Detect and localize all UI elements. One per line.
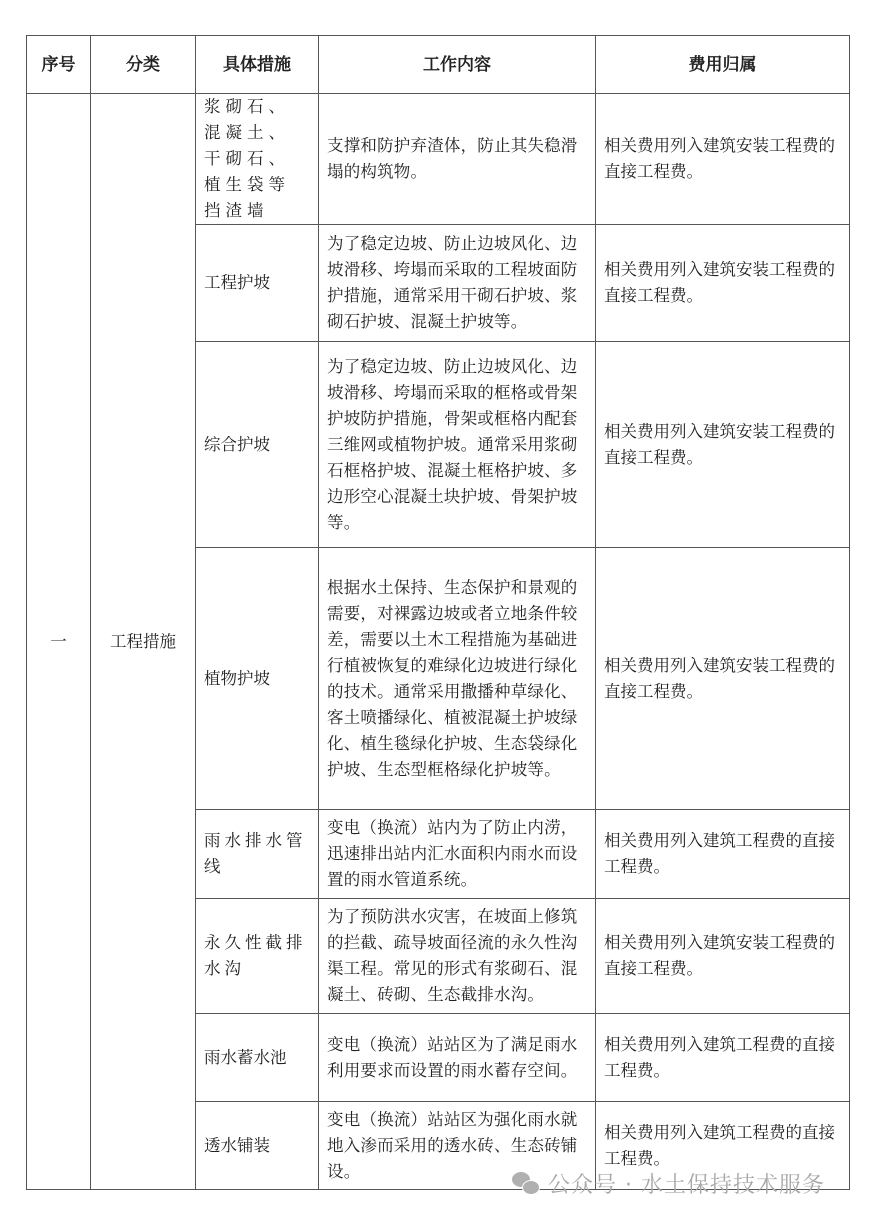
cost-cell: 相关费用列入建筑安装工程费的直接工程费。 <box>596 548 850 810</box>
table-row <box>27 94 850 225</box>
header-index: 序号 <box>27 36 91 94</box>
content-cell: 为了稳定边坡、防止边坡风化、边坡滑移、垮塌而采取的工程坡面防护措施，通常采用干砌石护坡、浆砌石护坡、混凝土护坡等。 <box>319 225 596 342</box>
content-cell: 变电（换流）站内为了防止内涝，迅速排出站内汇水面积内雨水而设置的雨水管道系统。 <box>319 810 596 899</box>
table-header-row <box>27 36 850 94</box>
header-content: 工作内容 <box>319 36 596 94</box>
content-cell: 为了预防洪水灾害，在坡面上修筑的拦截、疏导坡面径流的永久性沟渠工程。常见的形式有浆砌石、混凝土、砖砌、生态截排水沟。 <box>319 899 596 1014</box>
measure-cell: 透水铺装 <box>196 1102 319 1190</box>
cost-cell: 相关费用列入建筑安装工程费的直接工程费。 <box>596 899 850 1014</box>
measure-cell: 雨水蓄水池 <box>196 1014 319 1102</box>
measure-cell: 工程护坡 <box>196 225 319 342</box>
measure-cell: 浆砌石、混凝土、干砌石、植生袋等挡渣墙 <box>196 94 319 225</box>
cost-cell: 相关费用列入建筑工程费的直接工程费。 <box>596 1014 850 1102</box>
measure-cell: 综合护坡 <box>196 342 319 548</box>
measure-cell: 永久性截排水沟 <box>196 899 319 1014</box>
cost-cell: 相关费用列入建筑工程费的直接工程费。 <box>596 1102 850 1190</box>
content-cell: 变电（换流）站站区为强化雨水就地入渗而采用的透水砖、生态砖铺设。 <box>319 1102 596 1190</box>
watermark <box>512 1168 825 1199</box>
cost-cell: 相关费用列入建筑安装工程费的直接工程费。 <box>596 225 850 342</box>
cost-cell: 相关费用列入建筑安装工程费的直接工程费。 <box>596 342 850 548</box>
group-category: 工程措施 <box>91 94 196 1190</box>
watermark-text: 公众号 · 水土保持技术服务 <box>548 1173 825 1198</box>
header-category: 分类 <box>91 36 196 94</box>
measure-cell: 植物护坡 <box>196 548 319 810</box>
content-cell: 为了稳定边坡、防止边坡风化、边坡滑移、垮塌而采取的框格或骨架护坡防护措施，骨架或框格内配套三维网或植物护坡。通常采用浆砌石框格护坡、混凝土框格护坡、多边形空心混凝土块护坡、骨架护坡等。 <box>319 342 596 548</box>
cost-cell: 相关费用列入建筑安装工程费的直接工程费。 <box>596 94 850 225</box>
content-cell: 变电（换流）站站区为了满足雨水利用要求而设置的雨水蓄存空间。 <box>319 1014 596 1102</box>
wechat-icon <box>512 1172 542 1196</box>
group-index: 一 <box>27 94 91 1190</box>
header-measure: 具体措施 <box>196 36 319 94</box>
content-cell: 根据水土保持、生态保护和景观的需要，对裸露边坡或者立地条件较差，需要以土木工程措施为基础进行植被恢复的难绿化边坡进行绿化的技术。通常采用撒播种草绿化、客土喷播绿化、植被混凝土护坡绿化、植生毯绿化护坡、生态袋绿化护坡、生态型框格绿化护坡等。 <box>319 548 596 810</box>
measures-table <box>26 35 850 1190</box>
cost-cell: 相关费用列入建筑工程费的直接工程费。 <box>596 810 850 899</box>
header-cost: 费用归属 <box>596 36 850 94</box>
measure-cell: 雨水排水管线 <box>196 810 319 899</box>
content-cell: 支撑和防护弃渣体，防止其失稳滑塌的构筑物。 <box>319 94 596 225</box>
